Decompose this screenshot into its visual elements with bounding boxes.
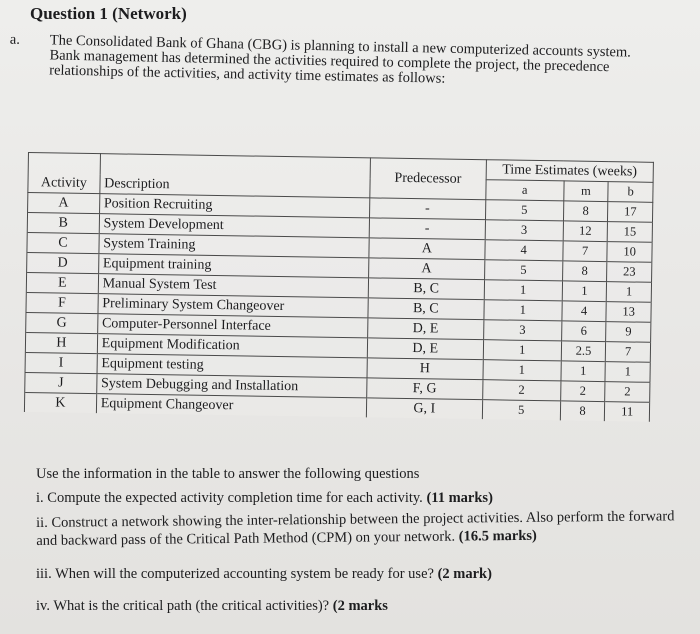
questions-lead: Use the information in the table to answer the following questions <box>36 466 420 482</box>
question-title: Question 1 (Network) <box>30 4 187 23</box>
activity-cell: H <box>25 332 97 353</box>
estimate-m-cell: 2 <box>560 381 605 402</box>
description-cell: System Development <box>99 214 369 238</box>
description-cell: Equipment training <box>98 254 368 278</box>
question-i-marks: (11 marks) <box>426 490 493 506</box>
estimate-a-cell: 3 <box>483 320 561 341</box>
question-ii-marks: (16.5 marks) <box>458 527 537 545</box>
header-predecessor: Predecessor <box>370 158 487 200</box>
header-b: b <box>608 182 653 203</box>
question-iii <box>36 566 492 583</box>
estimate-m-cell: 6 <box>561 321 606 342</box>
estimate-b-cell: 1 <box>605 362 650 383</box>
header-time-estimates: Time Estimates (weeks) <box>486 160 654 183</box>
estimate-b-cell: 17 <box>608 202 653 223</box>
estimate-m-cell: 4 <box>562 301 607 322</box>
predecessor-cell: - <box>369 218 485 240</box>
predecessor-cell: G, I <box>366 398 482 419</box>
estimate-a-cell: 5 <box>484 260 562 281</box>
estimate-m-cell: 2.5 <box>561 341 606 362</box>
activity-cell: K <box>24 392 96 413</box>
question-iv-marks: (2 marks <box>332 598 388 614</box>
predecessor-cell: H <box>367 358 483 380</box>
activity-cell: G <box>26 312 98 333</box>
header-a: a <box>486 180 564 201</box>
predecessor-cell: B, C <box>368 278 484 300</box>
estimate-m-cell: 1 <box>561 361 606 382</box>
header-activity: Activity <box>28 153 100 194</box>
estimate-b-cell: 13 <box>606 302 651 323</box>
estimate-m-cell: 7 <box>563 241 608 262</box>
estimate-a-cell: 5 <box>485 200 563 221</box>
question-i-text: i. Compute the expected activity completion time for each activity. <box>36 490 423 506</box>
question-iii-marks: (2 mark) <box>437 566 492 582</box>
description-cell: System Training <box>99 234 369 258</box>
predecessor-cell: A <box>369 238 485 260</box>
estimate-a-cell: 5 <box>482 400 560 421</box>
question-iii-text: iii. When will the computerized accounting system be ready for use? <box>36 566 434 582</box>
intro-label: a. <box>9 31 21 48</box>
question-ii <box>36 507 681 550</box>
estimate-a-cell: 4 <box>485 240 563 261</box>
estimate-m-cell: 8 <box>562 261 607 282</box>
description-cell: Equipment testing <box>97 354 367 378</box>
description-cell: Equipment Changeover <box>96 394 366 418</box>
intro-paragraph <box>9 31 650 91</box>
estimate-m-cell: 12 <box>563 221 608 242</box>
activity-cell: B <box>27 213 99 234</box>
estimate-a-cell: 1 <box>483 360 561 381</box>
predecessor-cell: - <box>369 198 485 220</box>
estimate-a-cell: 1 <box>484 280 562 301</box>
question-iv-text: iv. What is the critical path (the critical activities)? <box>36 598 330 614</box>
estimate-b-cell: 23 <box>607 262 652 283</box>
estimate-a-cell: 2 <box>482 380 560 401</box>
activity-cell: C <box>27 232 99 253</box>
predecessor-cell: D, E <box>367 318 483 340</box>
estimate-b-cell: 10 <box>607 242 652 263</box>
question-ii-text: ii. Construct a network showing the inter-relationship between the project activities. Also perform the forward and backward pass of the Critical Path Method (CPM) on your network. <box>36 508 675 549</box>
estimate-b-cell: 1 <box>607 282 652 303</box>
activity-cell: E <box>26 272 98 293</box>
description-cell: Manual System Test <box>98 274 368 298</box>
predecessor-cell: F, G <box>366 378 482 400</box>
predecessor-cell: D, E <box>367 338 483 360</box>
header-m: m <box>563 181 608 202</box>
predecessor-cell: A <box>368 258 484 280</box>
estimate-m-cell: 1 <box>562 281 607 302</box>
estimate-b-cell: 9 <box>606 322 651 343</box>
estimate-m-cell: 8 <box>560 401 605 421</box>
table-body <box>24 193 652 422</box>
activity-cell: A <box>28 193 100 214</box>
description-cell: System Debugging and Installation <box>96 374 366 398</box>
description-cell: Computer-Personnel Interface <box>97 314 367 338</box>
description-cell: Equipment Modification <box>97 334 367 358</box>
question-i <box>36 490 493 507</box>
question-iv <box>36 598 388 615</box>
description-cell: Position Recruiting <box>99 194 369 218</box>
estimate-b-cell: 2 <box>605 382 650 403</box>
intro-text: The Consolidated Bank of Ghana (CBG) is planning to install a new computerized accounts system. Bank management has determined the activities required to complete the project, the precedence relationships of the activities, and activity time estimates as follows: <box>49 32 631 87</box>
estimate-a-cell: 1 <box>483 340 561 361</box>
estimate-b-cell: 7 <box>606 342 651 363</box>
estimate-b-cell: 15 <box>608 222 653 243</box>
estimate-m-cell: 8 <box>563 201 608 222</box>
estimate-b-cell: 11 <box>605 402 650 422</box>
activity-cell: F <box>26 292 98 313</box>
header-description: Description <box>100 154 371 198</box>
activity-cell: I <box>25 352 97 373</box>
predecessor-cell: B, C <box>368 298 484 320</box>
activity-cell: D <box>27 252 99 273</box>
description-cell: Preliminary System Changeover <box>98 294 368 318</box>
activity-cell: J <box>25 372 97 393</box>
estimate-a-cell: 1 <box>484 300 562 321</box>
estimate-a-cell: 3 <box>485 220 563 241</box>
activity-table <box>24 152 654 422</box>
